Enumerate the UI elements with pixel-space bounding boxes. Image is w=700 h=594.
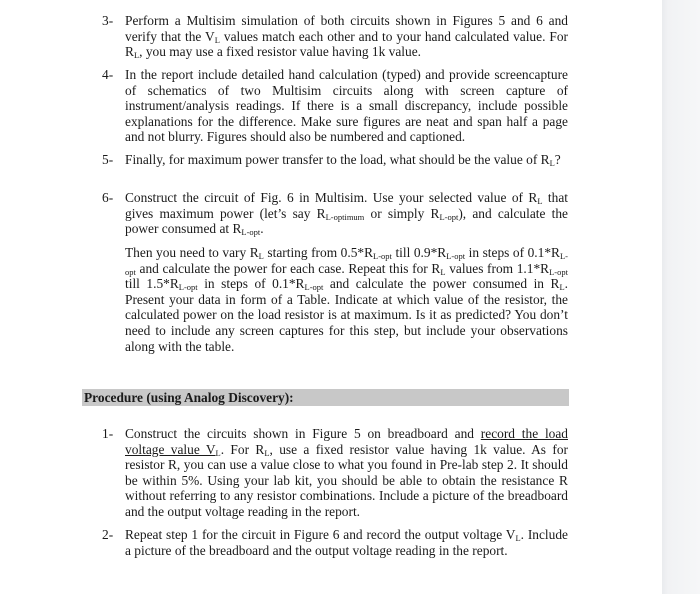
- procedure-item-2: [102, 527, 568, 558]
- procedure-heading: Procedure (using Analog Discovery):: [82, 389, 569, 406]
- item-6-continuation: Then you need to vary $R_L$ starting from $0.5*R_{L-opt}$ till $0.9*R_{L-opt}$ in steps of $0.1*R_{L-opt}$ and calculate the power for each case. Repeat this for $R_L$ values from $1.1*R_{L-opt}$ till $1.5*R_{L-opt}$ in steps of $0.1*R_{L-opt}$ and calculate the power consumed in $R_L$. Present your data in form of a Table. Indicate at which value of the resistor, the calculated power on the load resistor is at maximum. Is it as predicted? You don’t need to include any screen captures for this step, but include your observations along with the table.: [125, 245, 568, 354]
- list-item-3: [102, 13, 568, 60]
- item-number: 6-: [102, 190, 114, 205]
- item-number: 1-: [102, 426, 114, 441]
- item-number: 3-: [102, 13, 114, 28]
- page-edge-shadow: [662, 0, 700, 594]
- list-item-6: [102, 190, 568, 237]
- list-item-4: [102, 67, 568, 145]
- list-item-5: [102, 152, 568, 168]
- procedure-item-1: [102, 426, 568, 520]
- item-text: Perform a Multisim simulation of both circuits shown in Figures 5 and 6 and verify that the $V_L$ values match each other and to your hand calculated value. For $R_L$, you may use a fixed resistor value having 1k value.: [125, 13, 568, 61]
- item-text: In the report include detailed hand calculation (typed) and provide screencapture of schematics of two Multisim circuits along with screen capture of instrument/analysis readings. If there is a small discrepancy, include possible explanations for the difference. Make sure figures are neat and span half a page and not blurry. Figures should also be numbered and captioned.: [125, 67, 568, 145]
- item-number: 5-: [102, 152, 114, 167]
- item-text: Finally, for maximum power transfer to the load, what should be the value of $R_L$?: [125, 152, 561, 168]
- item-text: Construct the circuits shown in Figure 5 on breadboard and record the load voltage value $V_L$. For $R_L$, use a fixed resistor value having 1k value. As for resistor R, you can use a value close to what you found in Pre-lab step 2. It should be within 5%. Using your lab kit, you should be able to obtain the resistance R without referring to any resistor combinations. Include a picture of the breadboard and the output voltage reading in the report.: [125, 426, 568, 519]
- item-number: 4-: [102, 67, 114, 82]
- item-text: Construct the circuit of Fig. 6 in Multisim. Use your selected value of $R_L$ that gives maximum power (let’s say $R_{L-optimum}$ or simply $R_{L-opt}$), and calculate the power consumed at $R_{L-opt}$.: [125, 190, 569, 238]
- item-text: Repeat step 1 for the circuit in Figure 6 and record the output voltage $V_L$. Include a picture of the breadboard and the output voltage reading in the report.: [125, 527, 568, 558]
- item-number: 2-: [102, 527, 114, 542]
